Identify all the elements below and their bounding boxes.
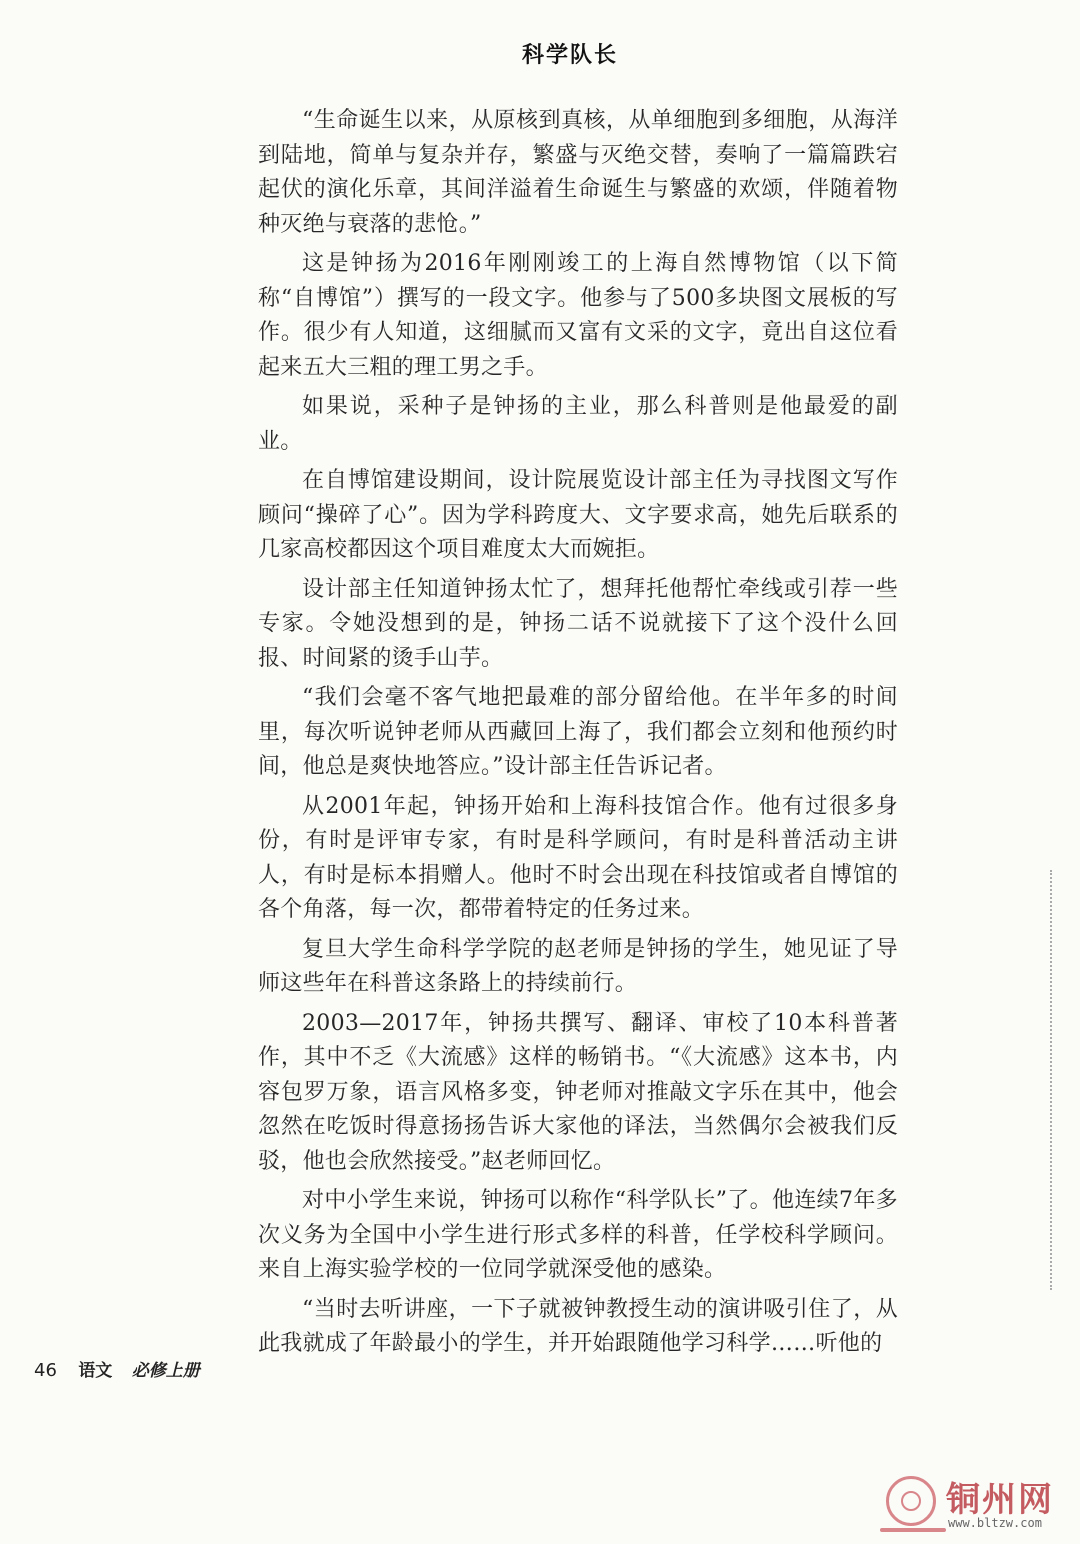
page-footer (34, 1356, 200, 1381)
paragraph: 从2001年起，钟扬开始和上海科技馆合作。他有过很多身份，有时是评审专家，有时是科学顾问，有时是科普活动主讲人，有时是标本捐赠人。他时不时会出现在科技馆或者自博馆的各个角落，每一次，都带着特定的任务过来。 (258, 793, 898, 922)
watermark-url: www.bltzw.com (948, 1516, 1042, 1530)
paragraph: 如果说，采种子是钟扬的主业，那么科普则是他最爱的副业。 (258, 394, 898, 454)
page-number: 46 (34, 1360, 57, 1381)
footer-subject: 语文 (78, 1361, 113, 1381)
paragraph: 2003—2017年，钟扬共撰写、翻译、审校了10本科普著作，其中不乏《大流感》这样的畅销书。“《大流感》这本书，内容包罗万象，语言风格多变，钟老师对推敲文字乐在其中，他会忽然在吃饭时得意扬扬告诉大家他的译法，当然偶尔会被我们反驳，他也会欣然接受。”赵老师回忆。 (258, 1010, 898, 1174)
page-title: 科学队长 (521, 43, 618, 68)
paragraph: 在自博馆建设期间，设计院展览设计部主任为寻找图文写作顾问“操碎了心”。因为学科跨度大、文字要求高，她先后联系的几家高校都因这个项目难度太大而婉拒。 (258, 468, 898, 562)
underline-decoration (880, 1528, 946, 1532)
seal-icon (886, 1476, 936, 1526)
paragraph: 对中小学生来说，钟扬可以称作“科学队长”了。他连续7年多次义务为全国中小学生进行形式多样的科普，任学校科学顾问。来自上海实验学校的一位同学就深受他的感染。 (258, 1188, 898, 1282)
paragraph: 设计部主任知道钟扬太忙了，想拜托他帮忙牵线或引荐一些专家。令她没想到的是，钟扬二话不说就接下了这个没什么回报、时间紧的烫手山芋。 (258, 576, 898, 671)
paragraph: 这是钟扬为2016年刚刚竣工的上海自然博物馆（以下简称“自博馆”）撰写的一段文字。他参与了500多块图文展板的写作。很少有人知道，这细腻而又富有文采的文字，竟出自这位看起来五大三粗的理工男之手。 (258, 251, 898, 380)
watermark-logo (880, 1470, 1070, 1536)
paragraph: “当时去听讲座，一下子就被钟教授生动的演讲吸引住了，从此我就成了年龄最小的学生，并开始跟随他学习科学……听他的 (258, 1296, 898, 1356)
paragraph: “生命诞生以来，从原核到真核，从单细胞到多细胞，从海洋到陆地，简单与复杂并存，繁盛与灭绝交替，奏响了一篇篇跌宕起伏的演化乐章，其间洋溢着生命诞生与繁盛的欢颂，伴随着物种灭绝与衰落的悲怆。” (258, 108, 898, 237)
article-body (258, 104, 898, 1367)
paragraph: 复旦大学生命科学学院的赵老师是钟扬的学生，她见证了导师这些年在科普这条路上的持续前行。 (258, 936, 898, 996)
scan-artifact-dots (1050, 870, 1054, 1290)
watermark-brand: 铜州网 (946, 1480, 1054, 1520)
paragraph: “我们会毫不客气地把最难的部分留给他。在半年多的时间里，每次听说钟老师从西藏回上海了，我们都会立刻和他预约时间，他总是爽快地答应。”设计部主任告诉记者。 (258, 685, 898, 779)
footer-volume: 必修上册 (131, 1361, 200, 1381)
